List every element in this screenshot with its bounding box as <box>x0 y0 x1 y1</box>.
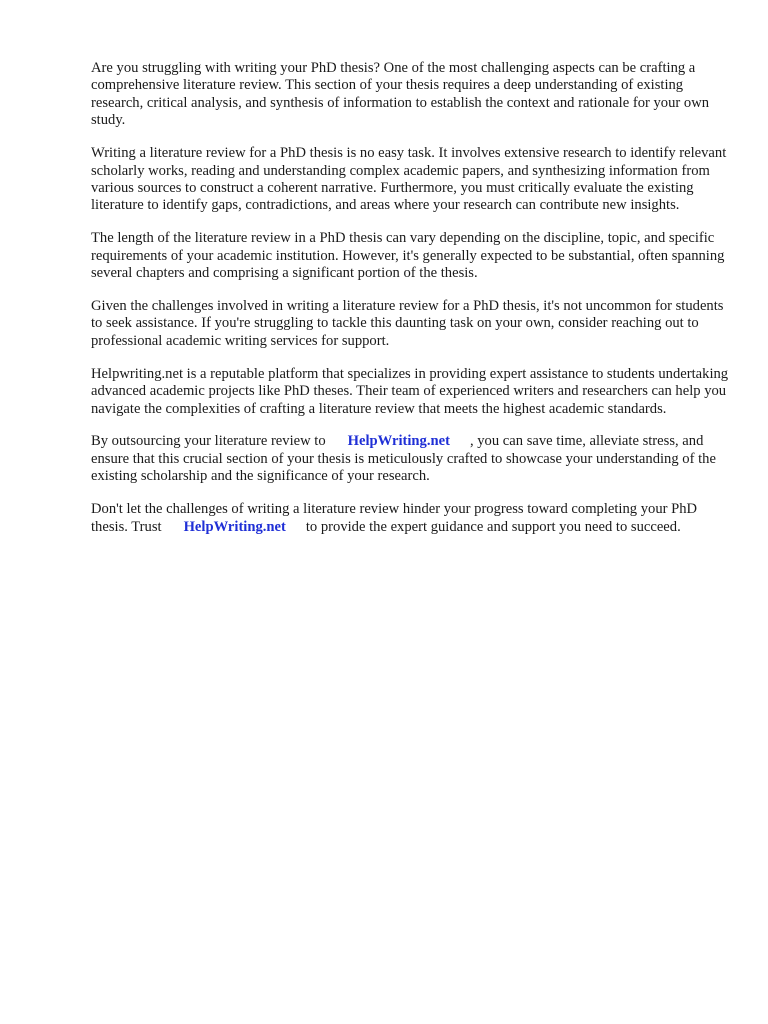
paragraph-3: The length of the literature review in a PhD thesis can vary depending on the discipline, topic, and specific requirements of your academic institution. However, it's generally expected to be substantial, often spanning several chapters and comprising a significant portion of the thesis. <box>91 230 725 282</box>
paragraph-7 <box>91 501 731 536</box>
paragraph-5: Helpwriting.net is a reputable platform that specializes in providing expert assistance to students undertaking advanced academic projects like PhD theses. Their team of experienced writers and researchers can help you navigate the complexities of crafting a literature review that meets the highest academic standards. <box>91 365 729 417</box>
helpwriting-link-1[interactable]: HelpWriting.net <box>347 433 450 450</box>
paragraph-7-text-before: Don't let the challenges of writing a literature review hinder your progress toward completing your PhD thesis. Trust <box>91 501 698 535</box>
paragraph-6-text-before: By outsourcing your literature review to <box>91 433 326 450</box>
paragraph-6 <box>91 433 731 485</box>
helpwriting-link-2[interactable]: HelpWriting.net <box>183 518 286 535</box>
paragraph-4: Given the challenges involved in writing a literature review for a PhD thesis, it's not uncommon for students to seek assistance. If you're struggling to tackle this daunting task on your own, consider reaching out to professional academic writing services for support. <box>91 297 724 349</box>
paragraph-2: Writing a literature review for a PhD thesis is no easy task. It involves extensive research to identify relevant scholarly works, reading and understanding complex academic papers, and synthesizing information from various sources to construct a coherent narrative. Furthermore, you must critically evaluate the existing literature to identify gaps, contradictions, and areas where your research can contribute new insights. <box>91 145 727 214</box>
paragraph-6-text-after: , you can save time, alleviate stress, and ensure that this crucial section of your thesis is meticulously crafted to showcase your understanding of the existing scholarship and the significance of your research. <box>91 433 716 485</box>
paragraph-7-text-after: to provide the expert guidance and support you need to succeed. <box>305 518 681 535</box>
document-body <box>91 60 731 551</box>
paragraph-1: Are you struggling with writing your PhD thesis? One of the most challenging aspects can be crafting a comprehensive literature review. This section of your thesis requires a deep understanding of existing research, critical analysis, and synthesis of information to establish the context and rationale for your own study. <box>91 60 710 129</box>
